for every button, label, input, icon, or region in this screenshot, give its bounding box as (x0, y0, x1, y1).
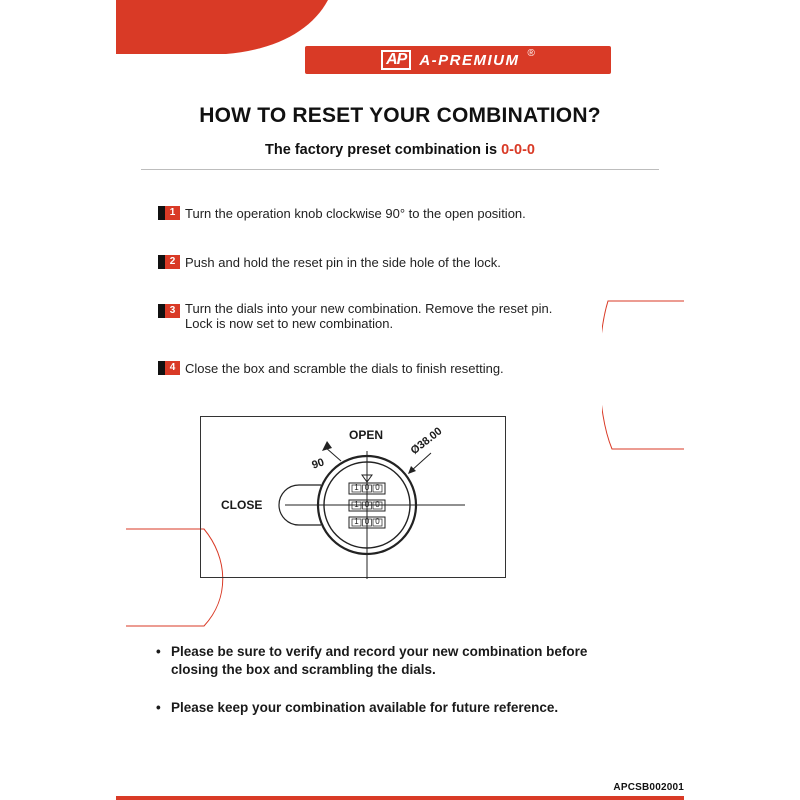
step-badge: 1 (158, 206, 180, 220)
brand-name: A-PREMIUM (419, 51, 520, 69)
dial-digit: 1 (354, 500, 359, 509)
lock-diagram (200, 416, 506, 578)
step-text: Close the box and scramble the dials to finish resetting. (185, 361, 504, 376)
dial-digit: 0 (364, 483, 370, 492)
brand-mark: AP (381, 50, 411, 70)
step-text: Push and hold the reset pin in the side hole of the lock. (185, 255, 501, 270)
step-3 (158, 301, 552, 331)
dial-digit: 0 (364, 517, 370, 526)
dial-digit: 0 (364, 500, 370, 509)
top-swoosh-decoration (116, 0, 328, 54)
dial-digit: 1 (354, 483, 359, 492)
bullet-icon: • (156, 644, 161, 659)
step-badge: 4 (158, 361, 180, 375)
step-2 (158, 255, 501, 270)
divider (141, 169, 659, 170)
bullet-icon: • (156, 700, 161, 715)
step-badge: 3 (158, 304, 180, 318)
dial-digit: 0 (375, 483, 380, 492)
factory-preset-code: 0-0-0 (501, 142, 535, 158)
brand-logo (305, 46, 611, 74)
note-2 (156, 699, 558, 717)
step-text: Turn the operation knob clockwise 90° to the open position. (185, 206, 526, 221)
document-code: APCSB002001 (613, 782, 684, 793)
step-1 (158, 206, 526, 221)
right-arc-decoration (602, 300, 684, 450)
step-text: Turn the dials into your new combination. Remove the reset pin. Lock is now set to new combination. (185, 301, 553, 331)
instruction-sheet (116, 0, 684, 800)
dial-digit: 1 (354, 517, 359, 526)
factory-preset-text: The factory preset combination is (265, 142, 502, 158)
note-1 (156, 643, 587, 679)
registered-mark: ® (527, 47, 535, 59)
bottom-bar (116, 796, 684, 800)
diameter-label: Ø38.00 (408, 425, 445, 457)
open-label: OPEN (349, 428, 384, 442)
note-text: Please be sure to verify and record your new combination before closing the box and scrambling the dials. (171, 644, 588, 677)
step-4 (158, 361, 504, 376)
close-label: CLOSE (221, 498, 263, 512)
page-title: HOW TO RESET YOUR COMBINATION? (199, 104, 601, 127)
note-text: Please keep your combination available for future reference. (171, 700, 559, 715)
step-badge: 2 (158, 255, 180, 269)
dial-digit: 0 (375, 517, 380, 526)
angle-label: 90 (310, 456, 326, 472)
factory-preset-line (116, 142, 684, 158)
dial-digit: 0 (375, 500, 380, 509)
